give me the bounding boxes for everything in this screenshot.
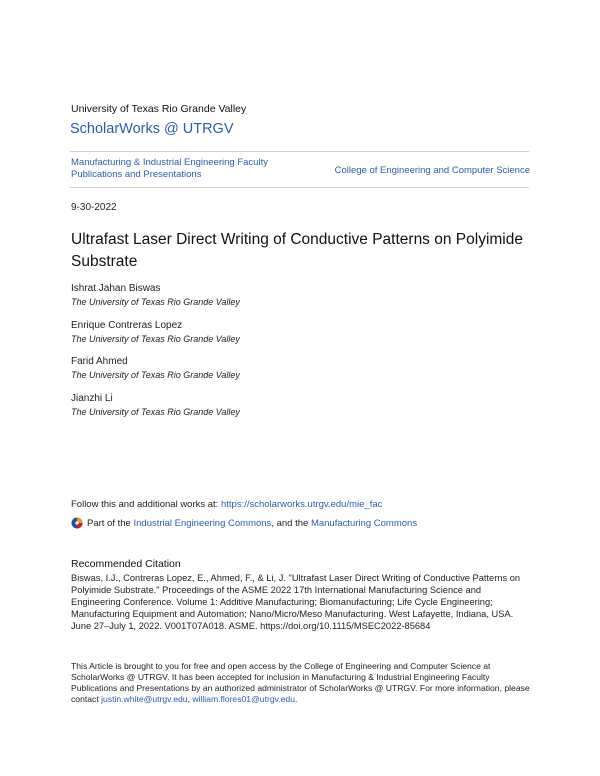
publication-date: 9-30-2022 [71,202,117,213]
industrial-engineering-commons-link[interactable]: Industrial Engineering Commons [133,517,272,529]
author-name: Enrique Contreras Lopez [71,320,183,331]
footer-text: This Article is brought to you for free and open access by the College of Engineering and Computer Science at ScholarWorks @ UTRGV. It has been accepted for inclusion in Manufacturing & Industrial Engineering Faculty Publications and Presentations by an authorized administrator of ScholarWorks @ UTRGV. For more information, please contact [71,661,530,704]
author-name: Ishrat Jahan Biswas [71,283,161,294]
author-block [71,393,240,417]
footer-end: . [295,694,298,704]
citation-heading: Recommended Citation [71,558,181,570]
footer-notice [71,661,533,705]
contact-email-link-2[interactable]: william.flores01@utrgv.edu [192,694,295,704]
partof-mid: , and the [271,517,309,529]
manufacturing-commons-link[interactable]: Manufacturing Commons [310,517,418,529]
top-divider [70,151,529,152]
author-name: Jianzhi Li [71,393,113,404]
author-block [71,320,240,344]
institution-name: University of Texas Rio Grande Valley [71,103,247,115]
citation-body: Biswas, I.J., Contreras Lopez, E., Ahmed, F., & Li, J. "Ultrafast Laser Direct Writing of Conductive Patterns on Polyimide Substrate." Proceedings of the ASME 2022 17th International Manufacturing Science and Engineering Conference. Volume 1: Additive Manufacturing; Biomanufacturing; Life Cycle Engineering; Manufacturing Equipment and Automation; Nano/Micro/Meso Manufacturing. West Lafayette, Indiana, USA. June 27–July 1, 2022. V001T07A018. ASME. https://doi.org/10.1115/MSEC2022-85684 [71,573,521,631]
author-affiliation: The University of Texas Rio Grande Valley [71,407,240,417]
author-block [71,283,240,307]
author-block [71,356,240,380]
collection-link-mie[interactable]: Manufacturing & Industrial Engineering Faculty Publications and Presentations [71,157,268,180]
footer-separator: , [187,694,193,704]
network-commons-icon [71,517,83,529]
bottom-divider [70,187,529,188]
author-affiliation: The University of Texas Rio Grande Valley [71,370,240,380]
author-affiliation: The University of Texas Rio Grande Valley [71,334,240,344]
follow-url-link[interactable]: https://scholarworks.utrgv.edu/mie_fac [220,499,383,510]
article-title: Ultrafast Laser Direct Writing of Conductive Patterns on Polyimide Substrate [71,231,523,270]
part-of-line [71,517,417,529]
partof-prefix: Part of the [87,517,131,529]
author-affiliation: The University of Texas Rio Grande Valley [71,297,240,307]
follow-text: Follow this and additional works at: [71,499,221,510]
author-name: Farid Ahmed [71,356,128,367]
scholarworks-link[interactable]: ScholarWorks @ UTRGV [70,121,234,137]
collection-link-college[interactable]: College of Engineering and Computer Science [334,165,530,176]
follow-line [71,499,382,510]
contact-email-link-1[interactable]: justin.white@utrgv.edu [101,694,188,704]
